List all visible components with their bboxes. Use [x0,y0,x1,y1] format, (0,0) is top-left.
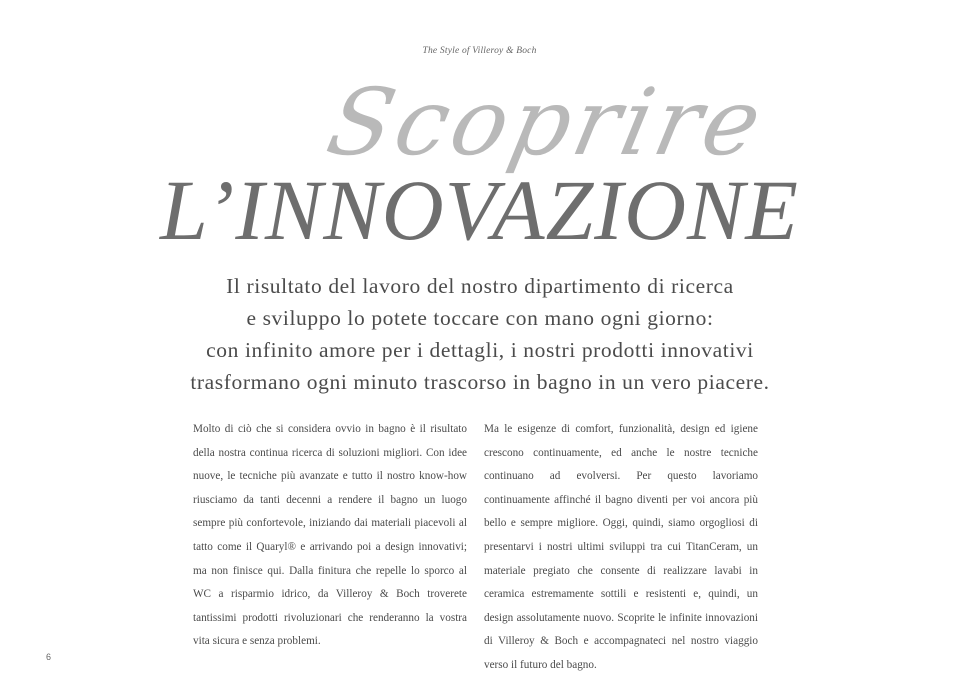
lead-line: Il risultato del lavoro del nostro dipartimento di ricerca [226,274,734,298]
lead-line: e sviluppo lo potete toccare con mano ogni giorno: [246,306,714,330]
lead-paragraph [60,270,900,398]
script-title: Scoprire [318,69,775,176]
page-number: 6 [46,652,52,662]
lead-line: con infinito amore per i dettagli, i nostri prodotti innovativi [206,338,754,362]
lead-line: trasformano ogni minuto trascorso in bagno in un vero piacere. [190,370,770,394]
page-title: L’INNOVAZIONE [160,162,799,258]
body-column-left: Molto di ciò che si considera ovvio in bagno è il risultato della nostra continua ricerca di soluzioni migliori. Con idee nuove, le tecniche più avanzate e tutto il nostro know-how riusciamo da tanti decenni a rendere il bagno un luogo sempre più confortevole, iniziando dai materiali piacevoli al tatto come il Quaryl® e arrivando poi a design innovativi; ma non finisce qui. Dalla finitura che repelle lo sporco al WC a risparmio idrico, da Villeroy & Boch troverete tantissimi prodotti rivoluzionari che renderanno la vostra vita sicura e senza problemi. [193,423,467,648]
brand-kicker: The Style of Villeroy & Boch [422,46,537,56]
body-column-right: Ma le esigenze di comfort, funzionalità, design ed igiene crescono continuamente, ed anche le nostre tecniche continuano ad evolversi. Per questo lavoriamo continuamente affinché il bagno diventi per voi ancora più bello e sempre migliore. Oggi, quindi, siamo orgogliosi di presentarvi i nostri ultimi sviluppi tra cui TitanCeram, un materiale pregiato che consente di realizzare lavabi in ceramica estremamente sottili e resistenti e, quindi, un design assolutamente nuovo. Scoprite le infinite innovazioni di Villeroy & Boch e accompagnateci nel nostro viaggio verso il futuro del bagno. [484,423,758,671]
